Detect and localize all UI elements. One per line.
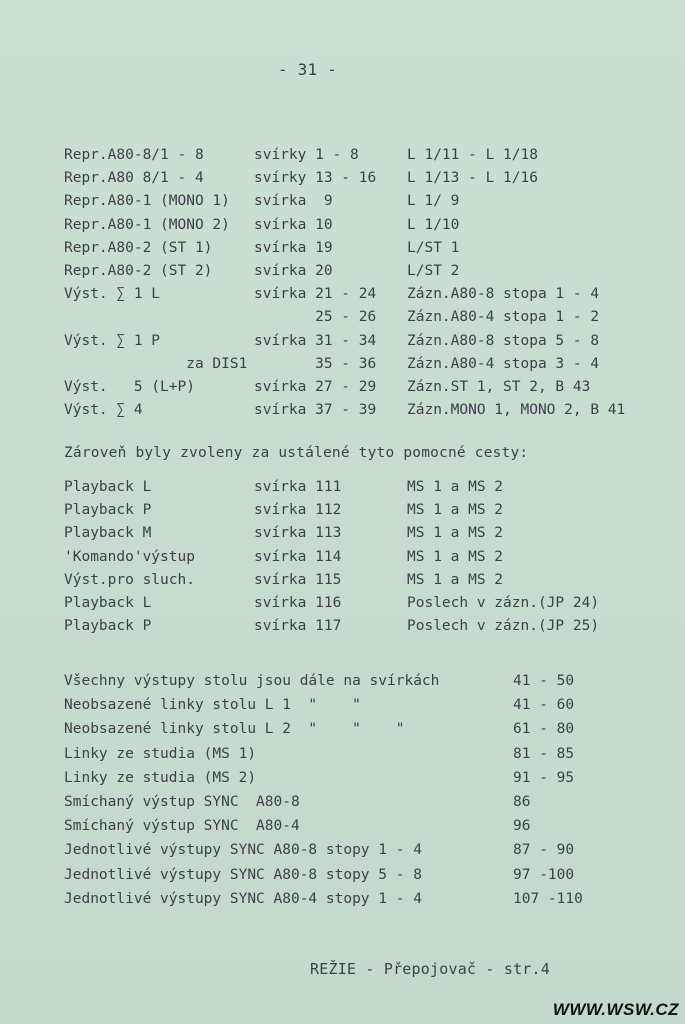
terminal-cell: svírka 37 - 39 [254,402,377,419]
destination-cell: Poslech v zázn.(JP 24) [407,595,600,611]
terminal-cell: svírka 10 [254,216,333,233]
description-cell: Linky ze studia (MS 2) [64,769,257,786]
watermark-logo: WWW.WSW.CZ [552,1000,679,1019]
destination-cell: Zázn.A80-4 stopa 3 - 4 [407,355,600,372]
destination-cell: MS 1 a MS 2 [407,548,504,565]
destination-cell: MS 1 a MS 2 [407,525,504,542]
destination-cell: Zázn.A80-8 stopa 1 - 4 [407,286,600,303]
description-cell: Jednotlivé výstupy SYNC A80-8 stopy 5 - 8 [64,866,422,883]
description-cell: Jednotlivé výstupy SYNC A80-8 stopy 1 - 4 [64,842,422,859]
source-cell: Výst. ∑ 1 P [64,332,161,349]
terminal-cell: svírka 21 - 24 [254,286,377,303]
terminal-cell: svírka 113 [254,525,342,542]
destination-cell: L 1/11 - L 1/18 [407,147,538,163]
intro-sentence: Zároveň byly zvoleny za ustálené tyto pomocné cesty: [64,445,529,461]
terminal-range-cell: 96 [513,818,531,835]
page-footer: REŽIE - Přepojovač - str.4 [310,960,550,978]
terminal-cell: svírka 111 [254,479,342,495]
terminal-cell: 35 - 36 [254,355,377,372]
description-cell: Smíchaný výstup SYNC A80-8 [64,794,300,810]
terminal-range-cell: 87 - 90 [513,842,575,859]
description-cell: Smíchaný výstup SYNC A80-4 [64,818,300,835]
destination-cell: Zázn.A80-8 stopa 5 - 8 [407,332,600,349]
source-cell: Repr.A80-2 (ST 1) [64,239,213,256]
terminal-cell: 25 - 26 [254,309,377,326]
description-cell: Neobsazené linky stolu L 2 " " " [64,721,405,738]
source-cell: Repr.A80-2 (ST 2) [64,263,213,279]
source-cell: 'Komando'výstup [64,548,195,565]
source-cell: Repr.A80-1 (MONO 2) [64,216,230,233]
destination-cell: Zázn.ST 1, ST 2, B 43 [407,379,591,395]
destination-cell: L 1/13 - L 1/16 [407,170,538,187]
terminal-cell: svírka 19 [254,239,333,256]
terminal-cell: svírka 112 [254,502,342,519]
description-cell: Všechny výstupy stolu jsou dále na svírkách [64,673,440,689]
source-cell: Repr.A80-1 (MONO 1) [64,193,230,210]
destination-cell: L/ST 2 [407,263,460,279]
terminal-cell: svírka 9 [254,193,333,210]
terminal-range-cell: 41 - 50 [513,673,575,689]
source-cell: Playback L [64,479,152,495]
destination-cell: Zázn.MONO 1, MONO 2, B 41 [407,402,626,419]
description-cell: Jednotlivé výstupy SYNC A80-4 stopy 1 - 4 [64,890,422,907]
source-cell: Playback P [64,618,152,635]
source-cell: Výst.pro sluch. [64,571,195,588]
source-cell: Výst. 5 (L+P) [64,379,195,395]
terminal-cell: svírky 1 - 8 [254,147,359,163]
description-cell: Linky ze studia (MS 1) [64,745,257,762]
terminal-cell: svírka 115 [254,571,342,588]
destination-cell: Poslech v zázn.(JP 25) [407,618,600,635]
terminal-range-cell: 41 - 60 [513,697,575,714]
terminal-cell: svírka 27 - 29 [254,379,377,395]
terminal-range-cell: 97 -100 [513,866,575,883]
source-cell: Playback P [64,502,152,519]
terminal-cell: svírky 13 - 16 [254,170,377,187]
page-number: - 31 - [278,60,337,79]
destination-cell: Zázn.A80-4 stopa 1 - 2 [407,309,600,326]
source-cell: Výst. ∑ 1 L [64,286,161,303]
destination-cell: MS 1 a MS 2 [407,571,504,588]
destination-cell: L/ST 1 [407,239,460,256]
terminal-range-cell: 107 -110 [513,890,583,907]
terminal-range-cell: 86 [513,794,531,810]
terminal-cell: svírka 31 - 34 [254,332,377,349]
destination-cell: MS 1 a MS 2 [407,479,504,495]
terminal-cell: svírka 116 [254,595,342,611]
source-cell: Playback M [64,525,152,542]
terminal-range-cell: 61 - 80 [513,721,575,738]
source-cell: Repr.A80 8/1 - 4 [64,170,204,187]
destination-cell: MS 1 a MS 2 [407,502,504,519]
terminal-cell: svírka 20 [254,263,333,279]
terminal-range-cell: 91 - 95 [513,769,575,786]
destination-cell: L 1/10 [407,216,460,233]
terminal-range-cell: 81 - 85 [513,745,575,762]
source-cell: za DIS1 [64,355,248,372]
terminal-cell: svírka 114 [254,548,342,565]
source-cell: Playback L [64,595,152,611]
source-cell: Repr.A80-8/1 - 8 [64,147,204,163]
source-cell: Výst. ∑ 4 [64,402,143,419]
destination-cell: L 1/ 9 [407,193,460,210]
description-cell: Neobsazené linky stolu L 1 " " [64,697,361,714]
terminal-cell: svírka 117 [254,618,342,635]
